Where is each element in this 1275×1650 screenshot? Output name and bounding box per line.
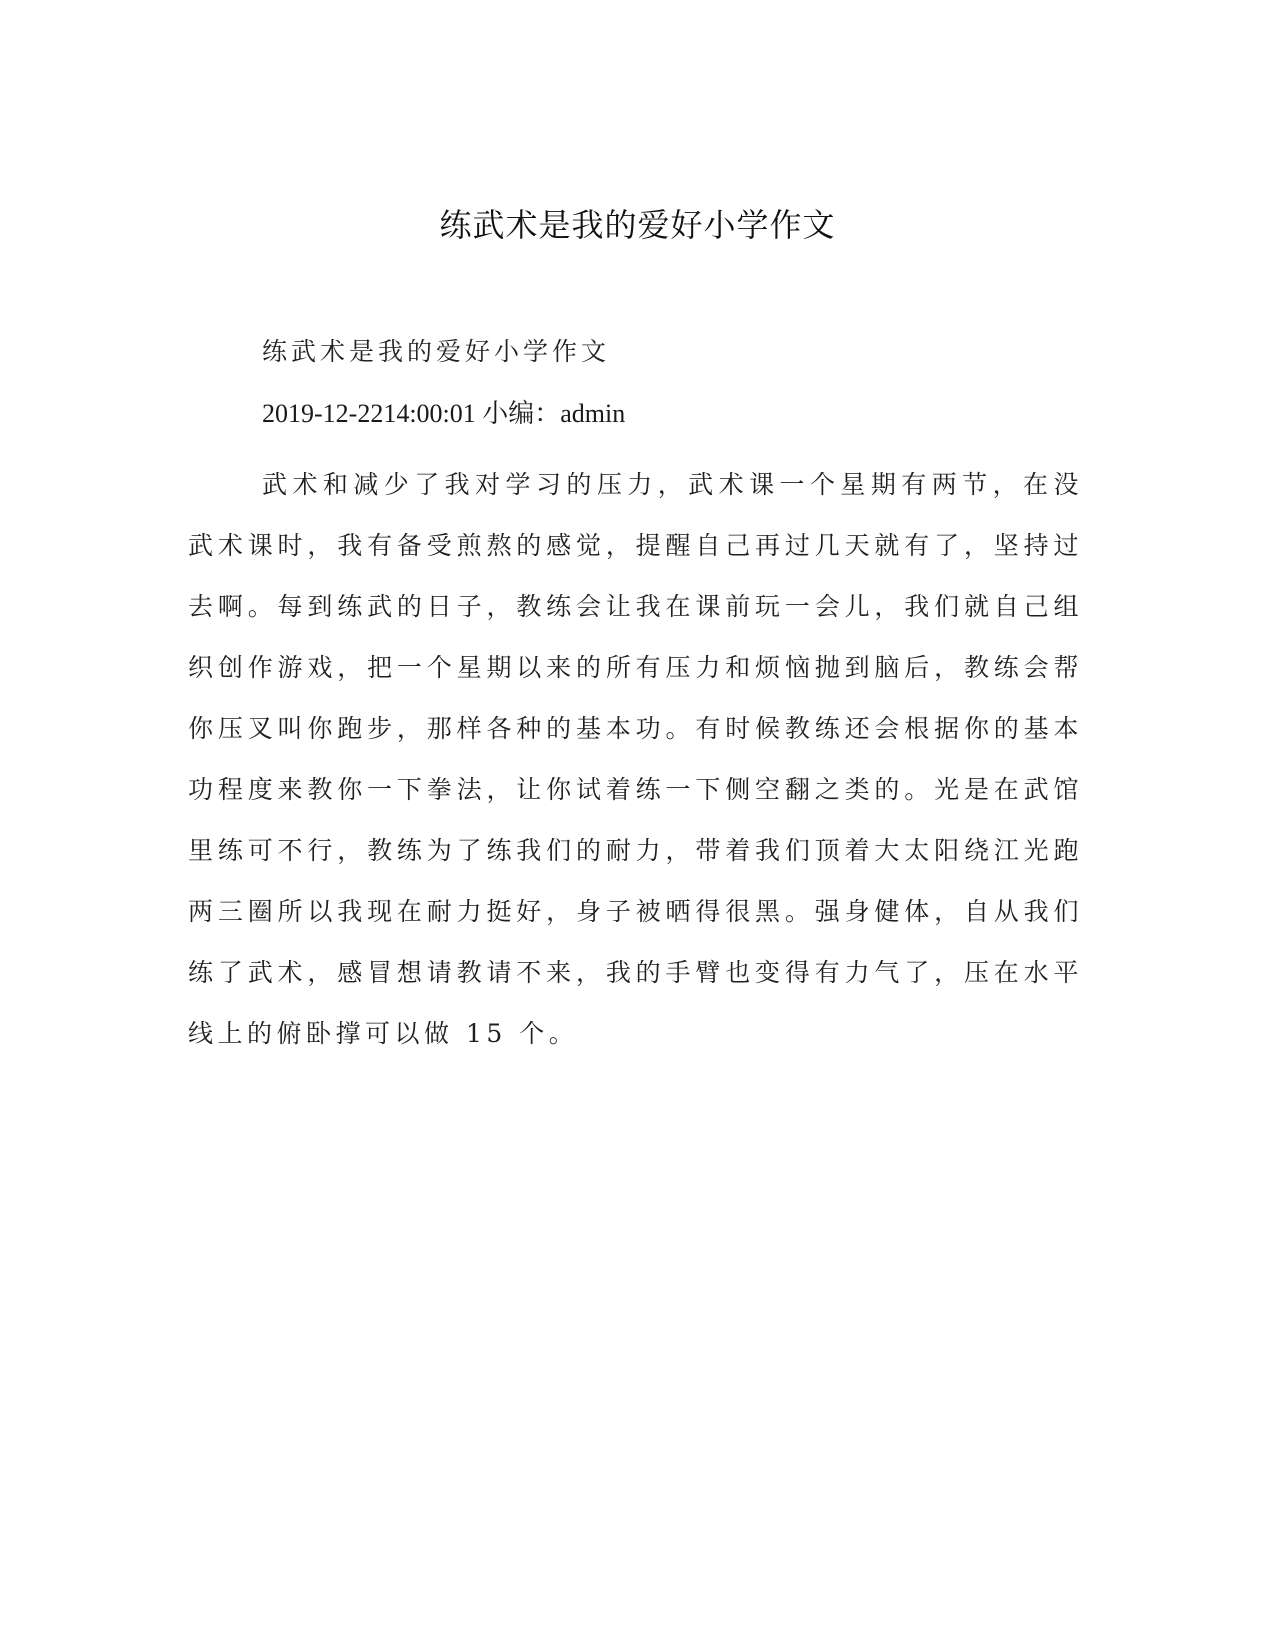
document-title: 练武术是我的爱好小学作文 [439, 206, 836, 244]
document-subtitle: 练武术是我的爱好小学作文 [262, 337, 611, 366]
essay-body: 武术和减少了我对学习的压力，武术课一个星期有两节，在没武术课时，我有备受煎熬的感觉，提醒自己再过几天就有了，坚持过去啊。每到练武的日子，教练会让我在课前玩一会儿，我们就自己组织创作游戏，把一个星期以来的所有压力和烦恼抛到脑后，教练会帮你压叉叫你跑步，那样各种的基本功。有时候教练还会根据你的基本功程度来教你一下拳法，让你试着练一下侧空翻之类的。光是在武馆里练可不行，教练为了练我们的耐力，带着我们顶着大太阳绕江光跑两三圈所以我现在耐力挺好，身子被晒得很黑。强身健体，自从我们练了武术，感冒想请教请不来，我的手臂也变得有力气了，压在水平线上的俯卧撑可以做 15 个。 [188, 470, 1083, 1048]
publish-meta: 2019-12-2214:00:01 小编：admin [262, 399, 626, 428]
